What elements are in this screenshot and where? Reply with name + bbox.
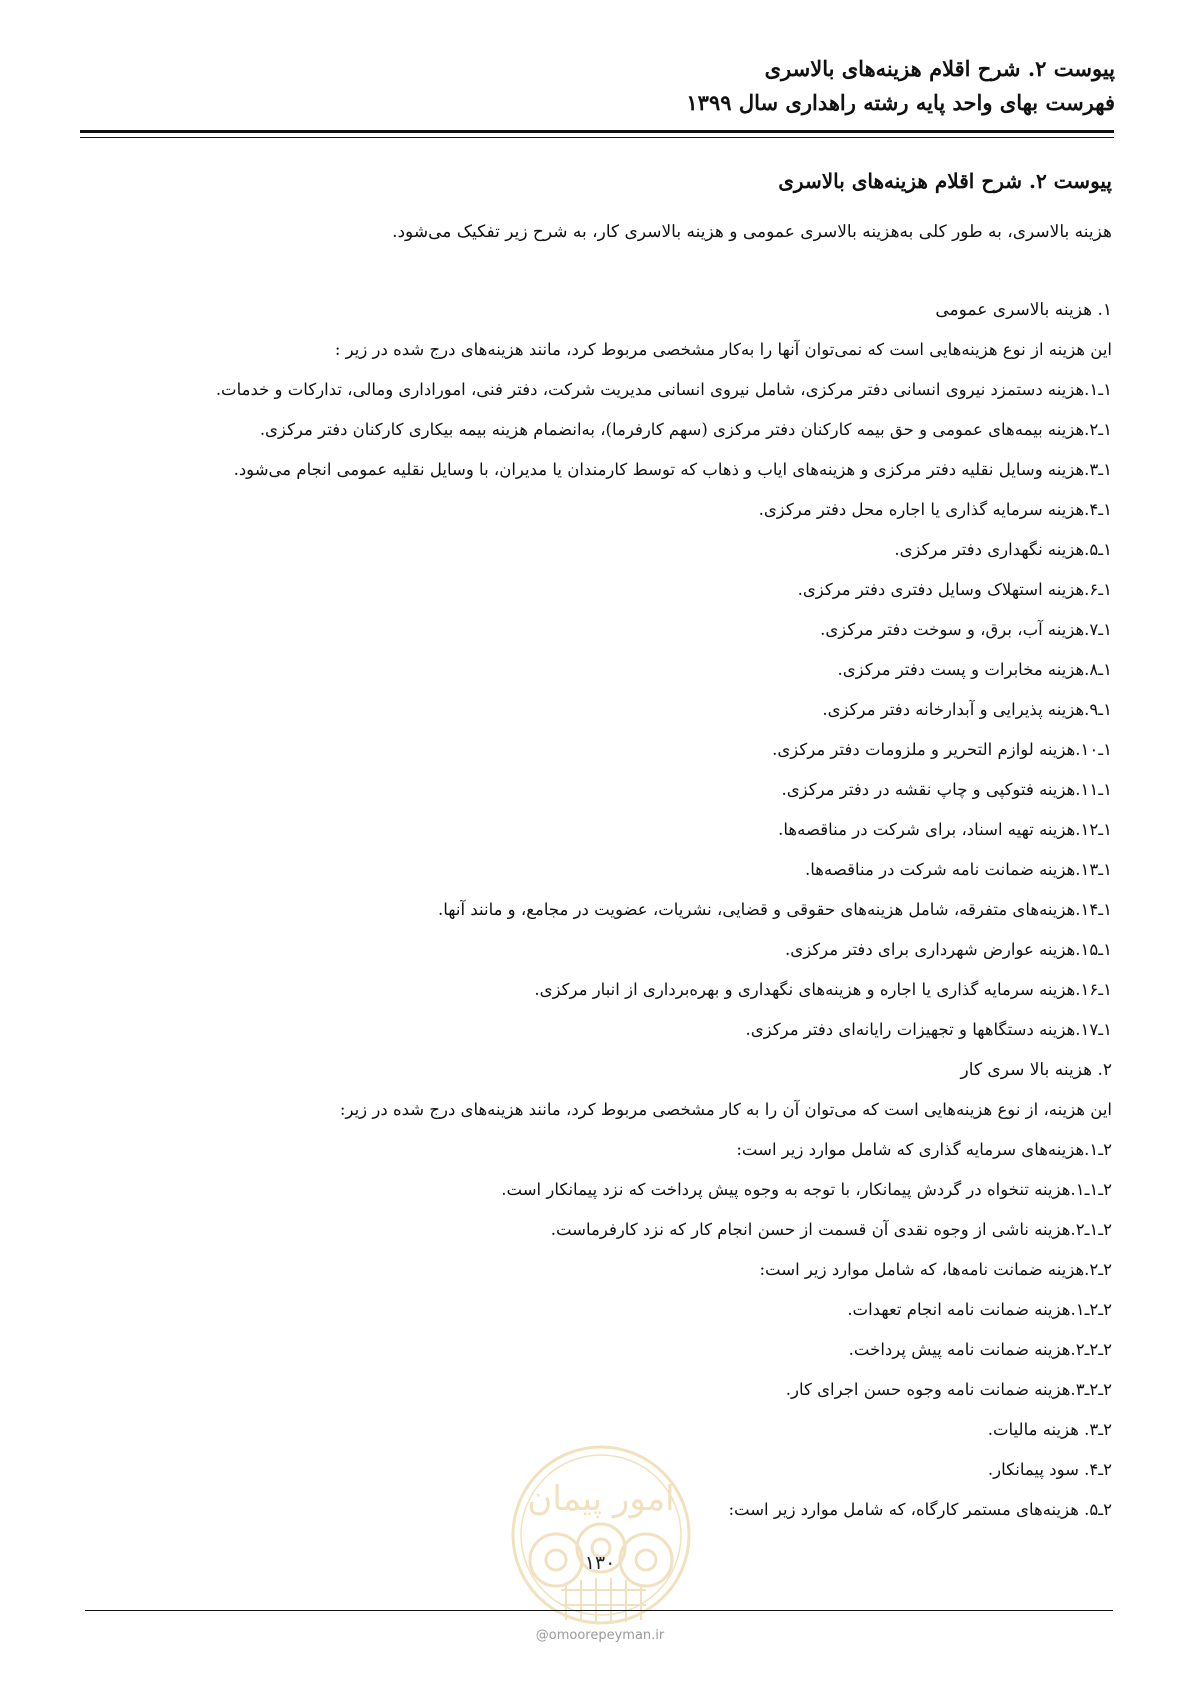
list-item: ۲ـ۳. هزینه مالیات. <box>987 1420 1112 1439</box>
list-item: ۱ـ۱.هزینه دستمزد نیروی انسانی دفتر مرکزی، شامل نیروی انسانی مدیریت شرکت، دفتر فنی، اموراداری ومالی، تدارکات و خدمات. <box>215 380 1112 399</box>
cost-items-list <box>82 290 1112 1530</box>
list-item: ۱ـ۱۴.هزینه‌های متفرقه، شامل هزینه‌های حقوقی و قضایی، نشریات، عضویت در مجامع، و مانند آنها. <box>438 900 1112 919</box>
watermark-logo <box>506 1440 696 1630</box>
list-item: ۱ـ۹.هزینه پذیرایی و آبدارخانه دفتر مرکزی. <box>822 700 1112 719</box>
list-item: این هزینه، از نوع هزینه‌هایی است که می‌توان آن را به کار مشخصی مربوط کرد، مانند هزینه‌های درج شده در زیر: <box>339 1100 1112 1119</box>
list-item: این هزینه از نوع هزینه‌هایی است که نمی‌توان آنها را به‌کار مشخصی مربوط کرد، مانند هزینه‌های درج شده در زیر : <box>334 340 1112 359</box>
header-title: پیوست ۲. شرح اقلام هزینه‌های بالاسری <box>764 56 1115 81</box>
list-item: ۱ـ۱۷.هزینه دستگاهها و تجهیزات رایانه‌ای دفتر مرکزی. <box>745 1020 1112 1039</box>
list-item: ۲ـ۱ـ۲.هزینه ناشی از وجوه نقدی آن قسمت از حسن انجام کار که نزد کارفرماست. <box>550 1220 1112 1239</box>
list-item: ۲ـ۲ـ۳.هزینه ضمانت نامه وجوه حسن اجرای کار. <box>785 1380 1112 1399</box>
list-item: ۱ـ۸.هزینه مخابرات و پست دفتر مرکزی. <box>837 660 1112 679</box>
page-number: ۱۳۰ <box>584 1552 616 1574</box>
list-item: ۲ـ۱.هزینه‌های سرمایه گذاری که شامل موارد زیر است: <box>736 1140 1112 1159</box>
list-item: ۱ـ۱۵.هزینه عوارض شهرداری برای دفتر مرکزی. <box>785 940 1112 959</box>
page-header <box>75 52 1115 120</box>
intro-paragraph: هزینه بالاسری، به طور کلی به‌هزینه بالاسری عمومی و هزینه بالاسری کار، به شرح زیر تفکیک می‌شود. <box>392 222 1112 242</box>
list-item: ۲ـ۴. سود پیمانکار. <box>987 1460 1112 1479</box>
section-heading: ۱. هزینه بالاسری عمومی <box>935 300 1112 320</box>
list-item: ۱ـ۱۳.هزینه ضمانت نامه شرکت در مناقصه‌ها. <box>805 860 1112 879</box>
list-item: ۲ـ۲ـ۲.هزینه ضمانت نامه پیش پرداخت. <box>848 1340 1112 1359</box>
section-title: پیوست ۲. شرح اقلام هزینه‌های بالاسری <box>778 169 1112 193</box>
list-item: ۱ـ۳.هزینه وسایل نقلیه دفتر مرکزی و هزینه‌های ایاب و ذهاب که توسط کارمندان یا مدیران، با وسایل نقلیه عمومی انجام می‌شود. <box>233 460 1112 479</box>
list-item: ۲ـ۲.هزینه ضمانت نامه‌ها، که شامل موارد زیر است: <box>759 1260 1112 1279</box>
list-item: ۲ـ۲ـ۱.هزینه ضمانت نامه انجام تعهدات. <box>847 1300 1112 1319</box>
section-heading: ۲. هزینه بالا سری کار <box>960 1060 1112 1080</box>
list-item: ۱ـ۴.هزینه سرمایه گذاری یا اجاره محل دفتر مرکزی. <box>758 500 1112 519</box>
header-subtitle: فهرست بهای واحد پایه رشته راهداری سال ۱۳۹۹ <box>686 90 1115 115</box>
header-rule-thick <box>80 130 1114 133</box>
list-item: ۱ـ۲.هزینه بیمه‌های عمومی و حق بیمه کارکنان دفتر مرکزی (سهم کارفرما)، به‌انضمام هزینه بیمه بیکاری کارکنان دفتر مرکزی. <box>259 420 1112 439</box>
watermark-text: امور پیمان <box>527 1479 675 1519</box>
header-rule-thin <box>80 137 1114 138</box>
footer-rule <box>85 1610 1113 1611</box>
list-item: ۲ـ۵. هزینه‌های مستمر کارگاه، که شامل موارد زیر است: <box>728 1500 1112 1519</box>
list-item: ۱ـ۶.هزینه استهلاک وسایل دفتری دفتر مرکزی. <box>797 580 1112 599</box>
list-item: ۱ـ۷.هزینه آب، برق، و سوخت دفتر مرکزی. <box>820 620 1112 639</box>
footer-site-url: @omoorepeyman.ir <box>535 1628 665 1643</box>
document-body <box>82 166 1112 1530</box>
list-item: ۱ـ۵.هزینه نگهداری دفتر مرکزی. <box>894 540 1112 559</box>
list-item: ۲ـ۱ـ۱.هزینه تنخواه در گردش پیمانکار، با توجه به وجوه پیش پرداخت که نزد پیمانکار است. <box>501 1180 1112 1199</box>
list-item: ۱ـ۱۱.هزینه فتوکپی و چاپ نقشه در دفتر مرکزی. <box>781 780 1112 799</box>
list-item: ۱ـ۱۶.هزینه سرمایه گذاری یا اجاره و هزینه‌های نگهداری و بهره‌برداری از انبار مرکزی. <box>534 980 1112 999</box>
list-item: ۱ـ۱۲.هزینه تهیه اسناد، برای شرکت در مناقصه‌ها. <box>778 820 1112 839</box>
list-item: ۱ـ۱۰.هزینه لوازم التحریر و ملزومات دفتر مرکزی. <box>772 740 1112 759</box>
